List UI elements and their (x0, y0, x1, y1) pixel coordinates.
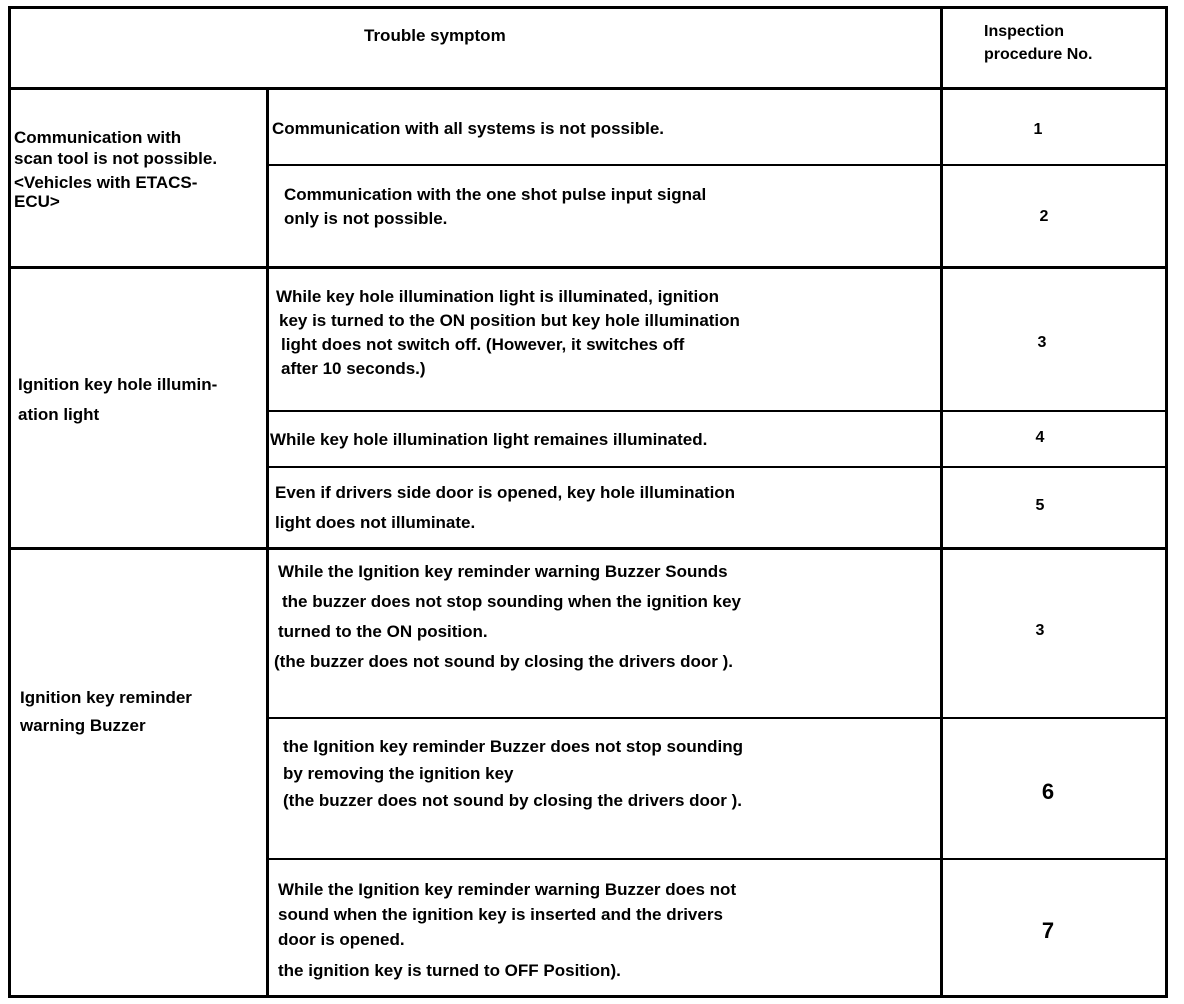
category-cell (14, 126, 217, 214)
procedure-number: 1 (1033, 121, 1043, 138)
category-line: ECU> (14, 192, 60, 211)
procedure-number: 7 (1041, 918, 1055, 943)
symptom-line: Communication with all systems is not possible. (272, 119, 665, 138)
procedure-number: 5 (1035, 497, 1045, 514)
symptom-line: Communication with the one shot pulse input signal (284, 185, 707, 204)
symptom-cell (278, 877, 736, 983)
procedure-number: 2 (1039, 208, 1049, 225)
symptom-line: after 10 seconds.) (281, 359, 426, 378)
symptom-cell (272, 117, 664, 141)
category-line: scan tool is not possible. (14, 149, 218, 168)
symptom-line: (the buzzer does not sound by closing the drivers door ). (274, 652, 734, 671)
category-line: <Vehicles with ETACS- (14, 173, 198, 192)
divider-line (8, 266, 1168, 269)
symptom-line: key is turned to the ON position but key hole illumination (279, 311, 740, 330)
symptom-cell (276, 285, 740, 381)
divider-line (266, 466, 1168, 468)
procedure-number: 3 (1037, 334, 1047, 351)
category-line: Communication with (14, 128, 182, 147)
category-line: ation light (18, 405, 100, 424)
symptom-line: light does not illuminate. (275, 513, 476, 532)
symptom-line: (the buzzer does not sound by closing the drivers door ). (283, 791, 743, 810)
symptom-line: light does not switch off. (However, it switches off (281, 335, 685, 354)
divider-line (8, 87, 1168, 90)
divider-line (266, 410, 1168, 412)
symptom-line: turned to the ON position. (278, 622, 488, 641)
procedure-number: 6 (1041, 779, 1055, 804)
header-inspection-line: Inspection (984, 23, 1065, 40)
divider-line (940, 6, 943, 998)
symptom-cell (283, 733, 743, 814)
symptom-line: the Ignition key reminder Buzzer does not stop sounding (283, 737, 743, 756)
category-line: Ignition key hole illumin- (18, 375, 218, 394)
category-line: Ignition key reminder (20, 688, 192, 707)
header-trouble-symptom: Trouble symptom (364, 26, 506, 45)
header-inspection-line: procedure No. (984, 46, 1093, 63)
category-cell (20, 684, 192, 740)
symptom-cell (274, 557, 741, 677)
divider-line (266, 164, 1168, 166)
symptom-line: only is not possible. (284, 209, 448, 228)
divider-line (8, 547, 1168, 550)
symptom-line: sound when the ignition key is inserted and the drivers (278, 905, 723, 924)
procedure-number: 4 (1035, 429, 1045, 446)
procedure-number: 3 (1035, 622, 1045, 639)
divider-line (266, 717, 1168, 719)
category-cell (18, 370, 217, 430)
symptom-line: While the Ignition key reminder warning Buzzer Sounds (278, 562, 728, 581)
symptom-line: by removing the ignition key (283, 764, 514, 783)
divider-line (266, 858, 1168, 860)
symptom-line: While key hole illumination light is illuminated, ignition (276, 287, 719, 306)
divider-line (266, 89, 269, 998)
header-inspection (984, 20, 1092, 66)
symptom-line: Even if drivers side door is opened, key hole illumination (275, 483, 736, 502)
symptom-line: the ignition key is turned to OFF Position). (278, 961, 621, 980)
symptom-line: door is opened. (278, 930, 405, 949)
symptom-cell (270, 428, 707, 452)
symptom-line: While the Ignition key reminder warning Buzzer does not (278, 880, 737, 899)
symptom-line: the buzzer does not stop sounding when the ignition key (282, 592, 741, 611)
symptom-line: While key hole illumination light remaines illuminated. (270, 430, 708, 449)
symptom-cell (275, 478, 735, 538)
category-line: warning Buzzer (20, 716, 146, 735)
symptom-cell (284, 183, 706, 231)
